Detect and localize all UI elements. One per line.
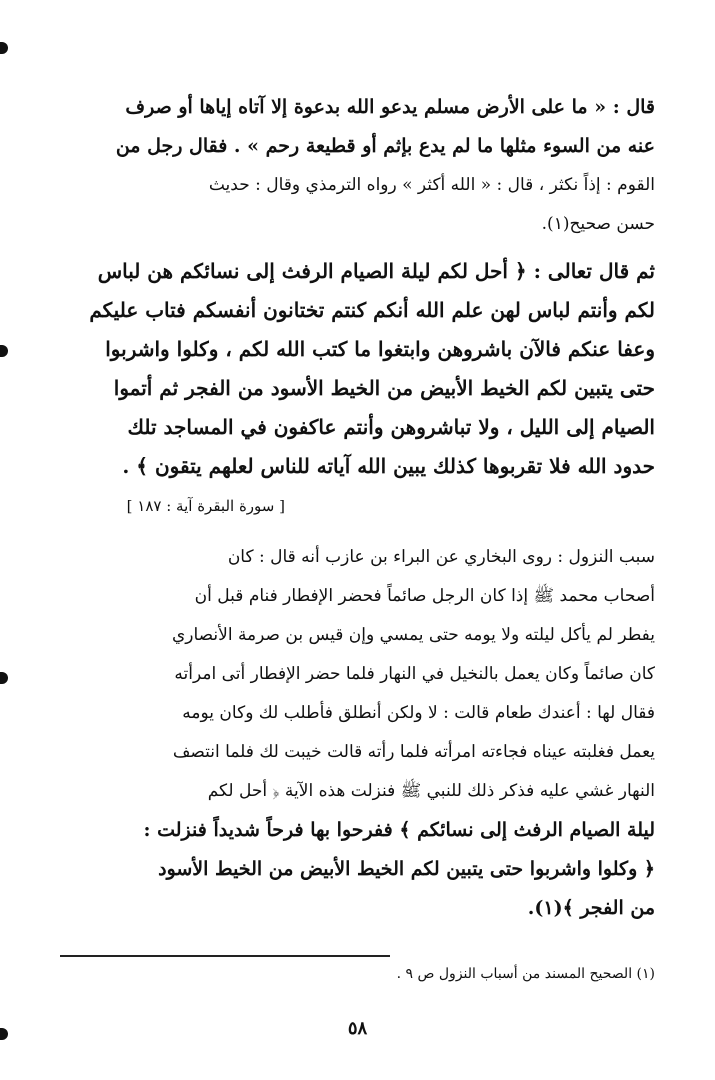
text-line: سبب النزول : روى البخاري عن البراء بن عازب أنه قال : كان: [227, 547, 655, 567]
text-line: النهار غشي عليه فذكر ذلك للنبي ﷺ فنزلت هذه الآية ﴿ أحل لكم: [207, 781, 655, 801]
text-line: عنه من السوء مثلها ما لم يدع بإثم أو قطيعة رحم » . فقال رجل من: [115, 135, 655, 157]
revelation-cause-paragraph: [60, 538, 655, 928]
text-line: يعمل فغلبته عيناه فجاءته امرأته فلما رأته قالت خيبت لك فلما انتصف: [172, 742, 655, 762]
text-line: أصحاب محمد ﷺ إذا كان الرجل صائماً فحضر الإفطار فنام قبل أن: [194, 586, 655, 606]
verse-paragraph: [60, 252, 655, 486]
text-line: قال : « ما على الأرض مسلم يدعو الله بدعوة إلا آتاه إياها أو صرف: [125, 96, 655, 118]
text-line: حدود الله فلا تقربوها كذلك يبين الله آياته للناس لعلهم يتقون ﴾ .: [122, 454, 655, 478]
text-line: فقال لها : أعندك طعام قالت : لا ولكن أنطلق فأطلب لك وكان يومه: [182, 703, 655, 723]
text-line: ثم قال تعالى : ﴿ أحل لكم ليلة الصيام الرفث إلى نسائكم هن لباس: [97, 259, 655, 283]
scan-mark: [0, 672, 8, 684]
hadith-paragraph: [60, 88, 655, 244]
text-line: وعفا عنكم فالآن باشروهن وابتغوا ما كتب الله لكم ، وكلوا واشربوا: [105, 337, 655, 361]
text-line: القوم : إذاً نكثر ، قال : « الله أكثر » رواه الترمذي وقال : حديث: [208, 175, 655, 195]
text-line: ﴿ وكلوا واشربوا حتى يتبين لكم الخيط الأبيض من الخيط الأسود: [158, 858, 655, 880]
scan-mark: [0, 345, 8, 357]
text-line: لكم وأنتم لباس لهن علم الله أنكم كنتم تختانون أنفسكم فتاب عليكم: [89, 298, 655, 322]
text-line: حسن صحيح(١).: [541, 214, 655, 234]
text-line: يفطر لم يأكل ليلته ولا يومه حتى يمسي وإن قيس بن صرمة الأنصاري: [171, 625, 655, 645]
text-line: كان صائماً وكان يعمل بالنخيل في النهار فلما حضر الإفطار أتى امرأته: [174, 664, 655, 684]
footnote-divider: [60, 955, 390, 957]
text-line: من الفجر ﴾(١).: [527, 897, 655, 919]
text-line: حتى يتبين لكم الخيط الأبيض من الخيط الأسود من الفجر ثم أتموا: [113, 376, 655, 400]
text-line: الصيام إلى الليل ، ولا تباشروهن وأنتم عاكفون في المساجد تلك: [127, 415, 655, 439]
surah-reference: [ سورة البقرة آية : ١٨٧ ]: [126, 497, 285, 515]
text-line: ليلة الصيام الرفث إلى نسائكم ﴾ ففرحوا بها فرحاً شديداً فنزلت :: [143, 819, 655, 841]
footnote: (١) الصحيح المسند من أسباب النزول ص ٩ .: [396, 966, 655, 982]
scan-mark: [0, 42, 8, 54]
page-number: ٥٨: [347, 1018, 368, 1039]
